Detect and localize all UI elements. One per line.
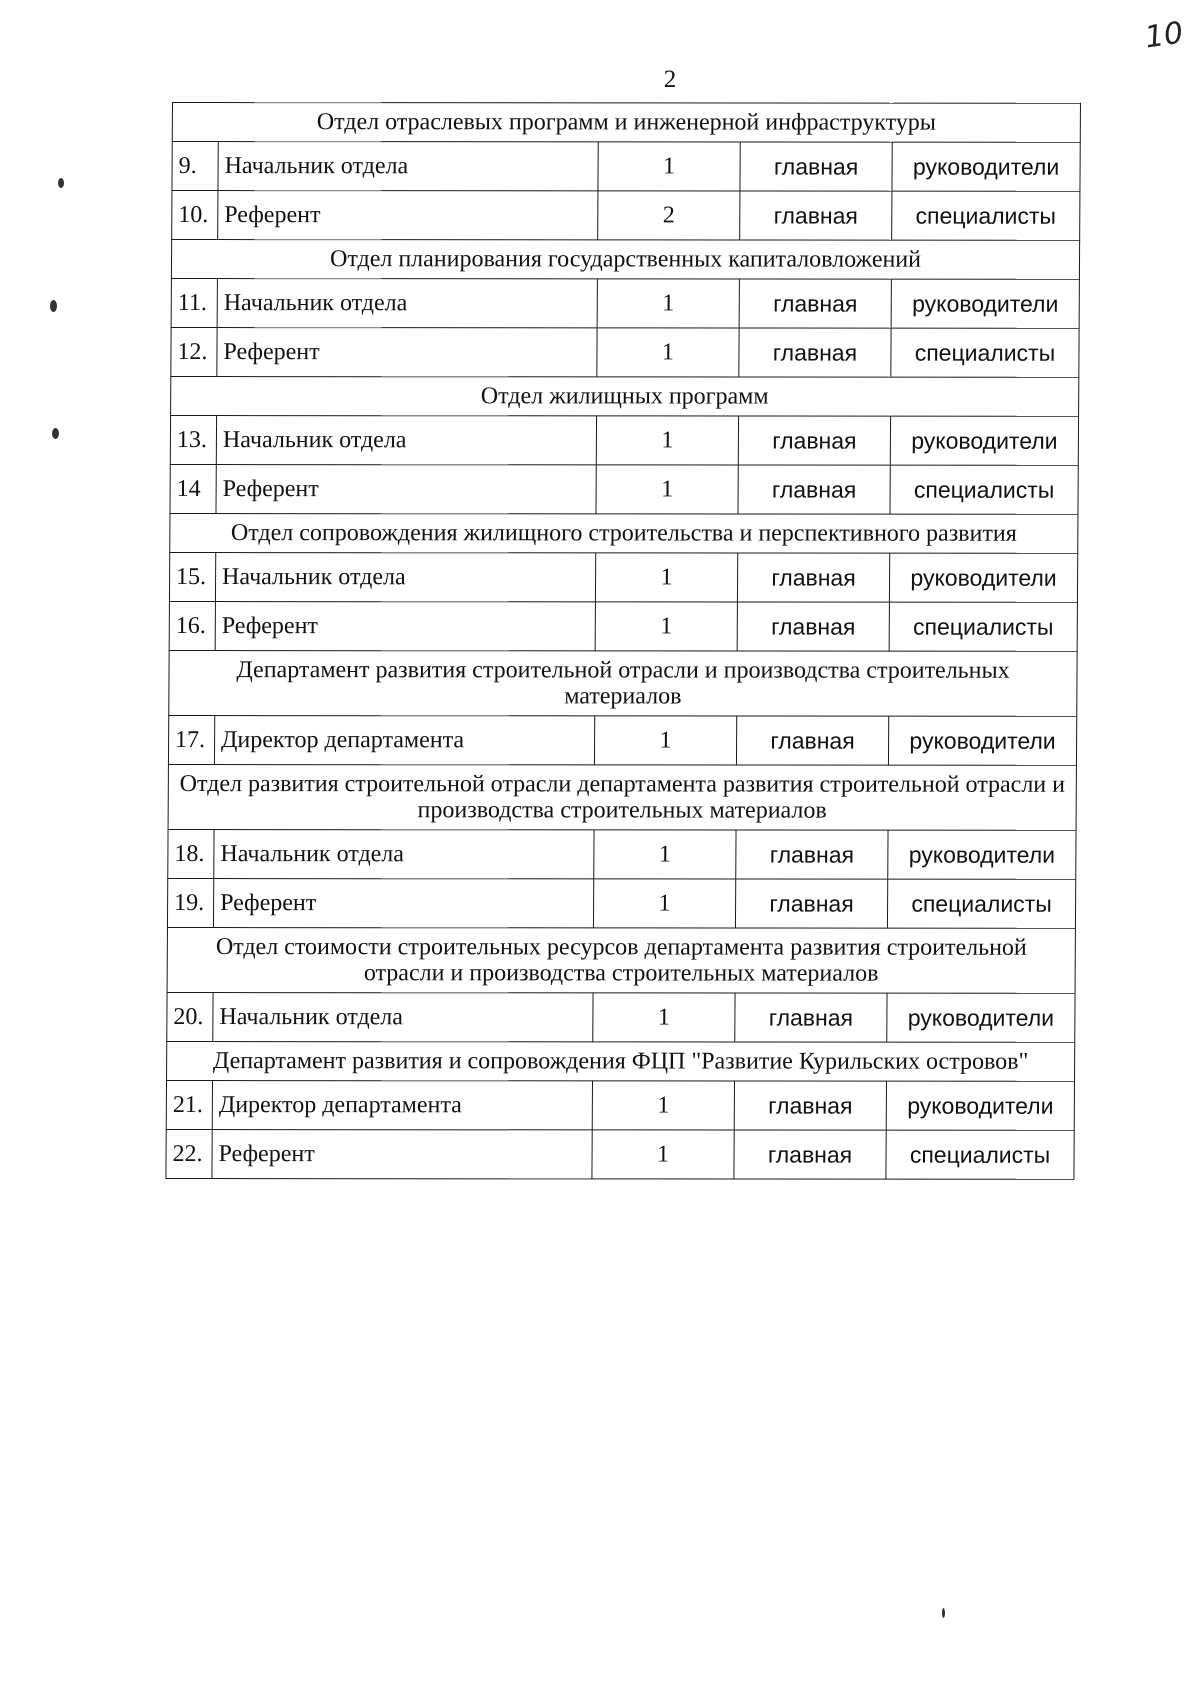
row-number: 11. [171, 279, 217, 328]
position-row [166, 1081, 1074, 1131]
position-row [172, 142, 1080, 192]
row-number: 18. [168, 830, 214, 879]
row-number: 9. [172, 142, 218, 191]
staff-count: 1 [595, 553, 737, 602]
position-row [169, 553, 1077, 603]
position-category: руководители [889, 553, 1077, 602]
position-row [170, 416, 1078, 466]
staff-count: 2 [598, 191, 740, 240]
position-group: главная [740, 142, 892, 191]
position-title: Начальник отдела [213, 993, 593, 1042]
position-group: главная [738, 416, 890, 465]
staff-count: 1 [596, 416, 738, 465]
position-row [171, 279, 1079, 329]
position-group: главная [739, 328, 891, 377]
page-number: 2 [663, 66, 677, 93]
section-header-row [168, 765, 1076, 831]
row-number: 10. [172, 191, 218, 240]
section-header-row [167, 1042, 1075, 1082]
position-group: главная [737, 553, 889, 602]
position-row [170, 465, 1078, 515]
staff-count: 1 [593, 993, 735, 1042]
section-title: Отдел планирования государственных капиталовложений [171, 240, 1079, 280]
position-title: Референт [217, 328, 597, 377]
scan-speck [58, 178, 64, 188]
position-group: главная [734, 1081, 886, 1130]
row-number: 19. [167, 879, 213, 928]
position-row [171, 328, 1079, 378]
section-title: Отдел развития строительной отрасли департамента развития строительной отрасли и производства строительных материалов [168, 765, 1076, 831]
staff-count: 1 [594, 716, 736, 765]
position-group: главная [738, 465, 890, 514]
position-category: руководители [892, 142, 1080, 191]
row-number: 13. [170, 416, 216, 465]
position-category: специалисты [886, 1130, 1074, 1179]
position-title: Референт [212, 1130, 592, 1179]
position-group: главная [739, 279, 891, 328]
section-title: Отдел стоимости строительных ресурсов департамента развития строительной отрасли и производства строительных материалов [167, 928, 1075, 994]
section-header-row [171, 377, 1079, 417]
row-number: 12. [171, 328, 217, 377]
staff-count: 1 [593, 879, 735, 928]
position-group: главная [735, 993, 887, 1042]
staff-table-container [165, 102, 1080, 1180]
position-title: Директор департамента [214, 716, 594, 765]
handwritten-sheet-number: 10 [1142, 15, 1186, 56]
position-category: специалисты [891, 328, 1079, 377]
position-row [166, 1130, 1074, 1180]
position-title: Референт [215, 602, 595, 651]
position-title: Начальник отдела [214, 830, 594, 879]
position-row [167, 993, 1075, 1043]
section-title: Отдел отраслевых программ и инженерной инфраструктуры [172, 103, 1080, 143]
staff-count: 1 [597, 279, 739, 328]
position-category: руководители [891, 279, 1079, 328]
staff-count: 1 [595, 602, 737, 651]
section-header-row [172, 103, 1080, 143]
position-category: специалисты [890, 465, 1078, 514]
position-row [168, 830, 1076, 880]
position-row [169, 602, 1077, 652]
row-number: 20. [167, 993, 213, 1042]
staff-table [165, 102, 1081, 1180]
position-category: специалисты [887, 879, 1075, 928]
row-number: 14 [170, 465, 216, 514]
position-row [168, 716, 1076, 766]
section-header-row [167, 928, 1075, 994]
position-group: главная [740, 191, 892, 240]
staff-count: 1 [592, 1081, 734, 1130]
position-category: специалисты [889, 602, 1077, 651]
section-header-row [170, 514, 1078, 554]
row-number: 17. [168, 716, 214, 765]
position-category: руководители [888, 830, 1076, 879]
position-category: специалисты [892, 191, 1080, 240]
row-number: 21. [166, 1081, 212, 1130]
position-category: руководители [887, 993, 1075, 1042]
section-title: Департамент развития и сопровождения ФЦП "Развитие Курильских островов" [167, 1042, 1075, 1082]
section-title: Отдел сопровождения жилищного строительства и перспективного развития [170, 514, 1078, 554]
scan-speck [942, 1608, 945, 1618]
staff-count: 1 [597, 328, 739, 377]
position-group: главная [734, 1130, 886, 1179]
position-title: Референт [218, 191, 598, 240]
staff-table-body [166, 103, 1081, 1180]
position-group: главная [736, 716, 888, 765]
staff-count: 1 [592, 1130, 734, 1179]
position-row [167, 879, 1075, 929]
position-title: Референт [216, 465, 596, 514]
staff-count: 1 [596, 465, 738, 514]
scan-speck [52, 428, 59, 439]
staff-count: 1 [598, 142, 740, 191]
scan-speck [50, 300, 57, 312]
position-title: Референт [213, 879, 593, 928]
row-number: 22. [166, 1130, 212, 1179]
position-title: Начальник отдела [217, 279, 597, 328]
position-title: Начальник отдела [216, 416, 596, 465]
staff-count: 1 [594, 830, 736, 879]
row-number: 16. [169, 602, 215, 651]
section-header-row [169, 651, 1077, 717]
section-title: Департамент развития строительной отрасли и производства строительных материалов [169, 651, 1077, 717]
position-group: главная [735, 879, 887, 928]
row-number: 15. [169, 553, 215, 602]
section-header-row [171, 240, 1079, 280]
position-title: Начальник отдела [218, 142, 598, 191]
position-row [172, 191, 1080, 241]
position-group: главная [736, 830, 888, 879]
position-category: руководители [886, 1081, 1074, 1130]
position-title: Начальник отдела [215, 553, 595, 602]
position-group: главная [737, 602, 889, 651]
position-category: руководители [890, 416, 1078, 465]
position-title: Директор департамента [212, 1081, 592, 1130]
section-title: Отдел жилищных программ [171, 377, 1079, 417]
position-category: руководители [888, 716, 1076, 765]
